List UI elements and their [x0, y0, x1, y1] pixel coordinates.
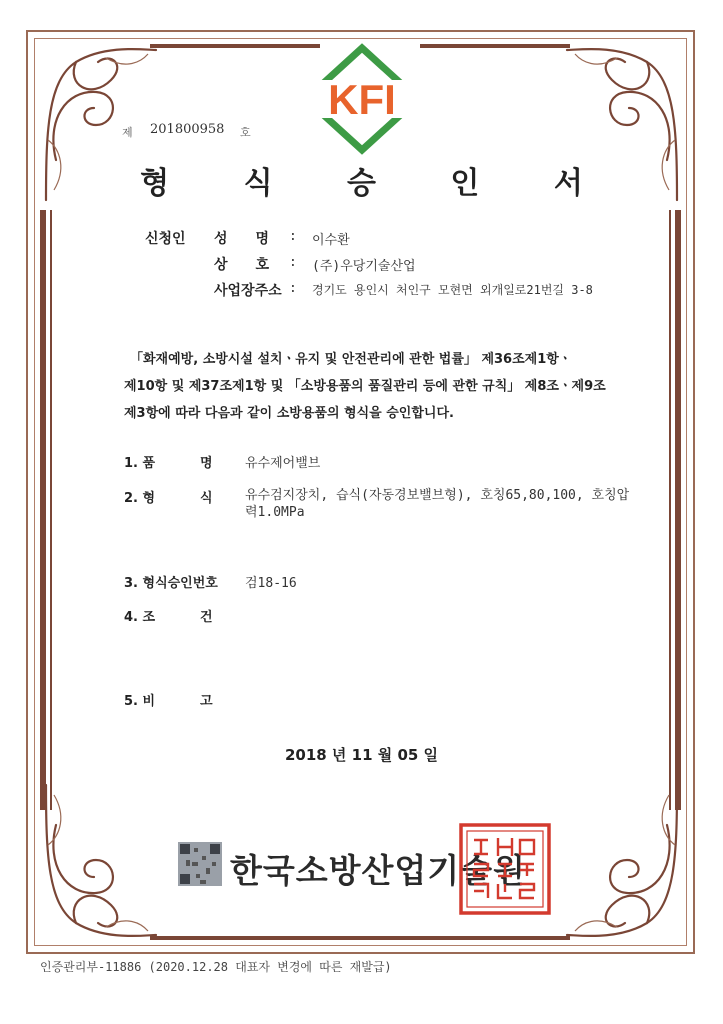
item-2-label-b: 식: [200, 491, 213, 506]
statement-line-3: 제3항에 따라 다음과 같이 소방용품의 형식을 승인합니다.: [124, 406, 454, 421]
item-1-label-b: 명: [200, 456, 213, 471]
name-colon: :: [289, 229, 297, 244]
name-label: 성 명: [214, 231, 270, 247]
item-1-value: 유수제어밸브: [245, 456, 321, 471]
ornament-bottom-left-icon: [36, 775, 166, 945]
frame-left-bar: [40, 210, 46, 810]
official-seal-icon: [458, 822, 552, 916]
frame-bottom-bar: [150, 936, 570, 940]
qr-code-icon: [178, 842, 222, 886]
ornament-bottom-right-icon: [557, 775, 687, 945]
frame-top-bar-left: [150, 44, 320, 48]
frame-right-bar: [675, 210, 681, 810]
item-5-label-a: 5. 비: [124, 694, 156, 709]
applicant-name: 이수환: [312, 233, 350, 248]
applicant-address: 경기도 용인시 처인구 모현면 외개일로21번길 3-8: [312, 283, 593, 297]
cert-no-suffix: 호: [240, 126, 251, 139]
item-3-value: 검18-16: [245, 576, 297, 591]
item-4-label-a: 4. 조: [124, 610, 156, 625]
frame-left-bar-thin: [50, 210, 52, 810]
item-3-label-a: 3. 형식승인번호: [124, 576, 218, 591]
kfi-logo-text: KFI: [328, 76, 396, 123]
item-2-value: 유수검지장치, 습식(자동경보밸브형), 호칭65,80,100, 호칭압력1.0MPa: [245, 488, 630, 520]
kfi-logo: [300, 42, 424, 156]
company-label: 상 호: [214, 257, 270, 273]
item-5-label-b: 고: [200, 694, 213, 709]
statement-line-2: 제10항 및 제37조제1항 및 「소방용품의 품질관리 등에 관한 규칙」 제8조ㆍ제9조: [124, 379, 606, 394]
statement-line-1: 「화재예방, 소방시설 설치ㆍ유지 및 안전관리에 관한 법률」 제36조제1항ㆍ: [130, 352, 572, 367]
issuer-name: 한국소방산업기술원: [230, 851, 526, 890]
item-2-label-a: 2. 형: [124, 491, 156, 506]
company-colon: :: [289, 255, 297, 270]
frame-top-bar-right: [420, 44, 570, 48]
footer-note: 인증관리부-11886 (2020.12.28 대표자 변경에 따른 재발급): [40, 960, 392, 974]
address-colon: :: [289, 281, 297, 296]
page-title: 형 식 승 인 서: [140, 166, 615, 201]
cert-no-prefix: 제: [122, 126, 133, 139]
frame-right-bar-thin: [669, 210, 671, 810]
applicant-company: (주)우당기술산업: [312, 259, 416, 274]
applicant-group-label: 신청인: [145, 231, 186, 247]
issue-date: 2018 년 11 월 05 일: [284, 746, 439, 764]
address-label: 사업장주소: [214, 283, 282, 299]
item-4-label-b: 건: [200, 610, 213, 625]
item-1-label-a: 1. 품: [124, 456, 156, 471]
cert-number: 201800958: [150, 122, 225, 137]
